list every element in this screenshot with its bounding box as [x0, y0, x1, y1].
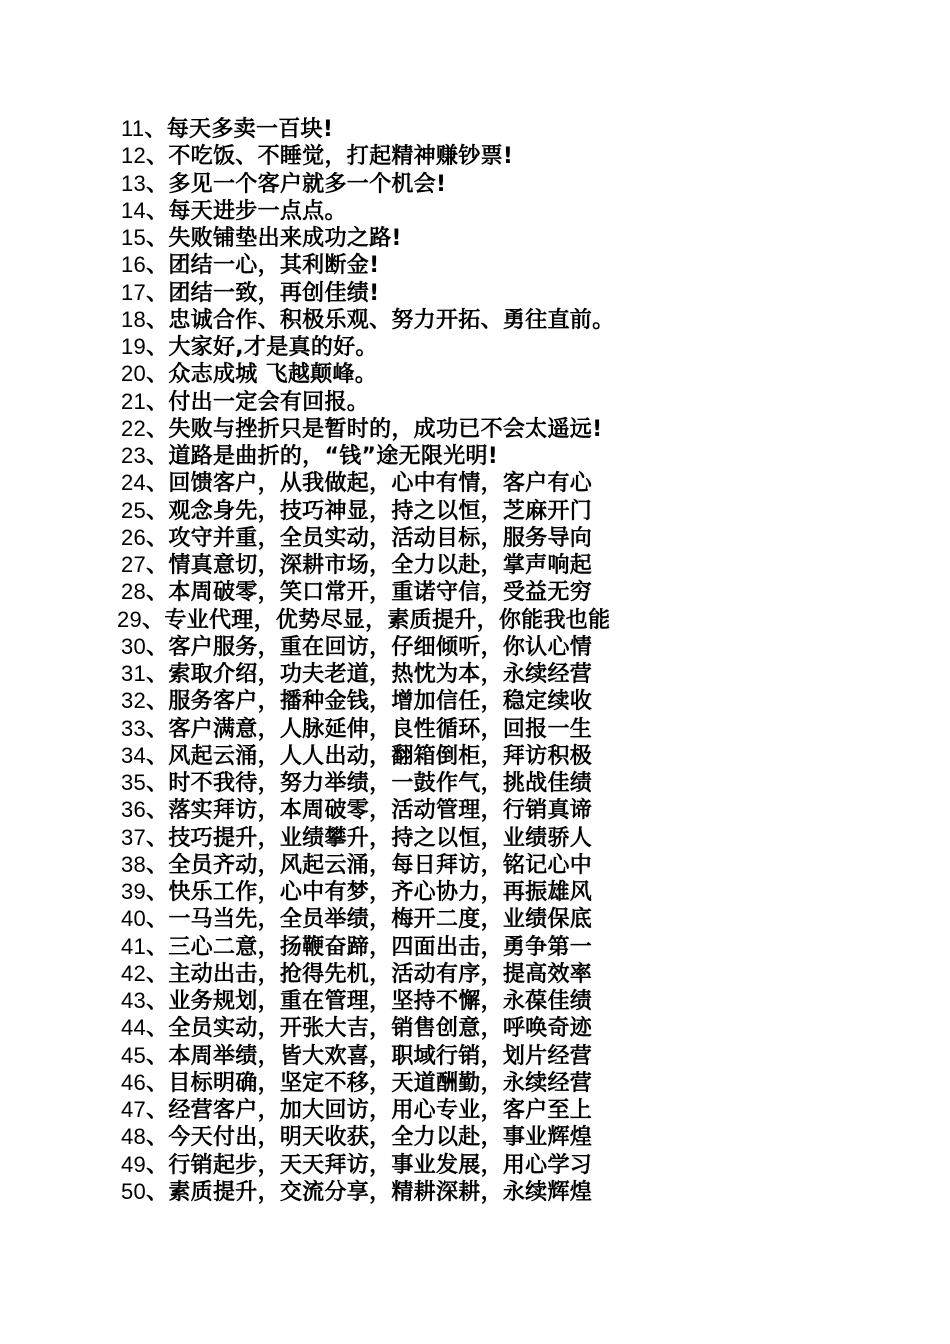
item-number: 32 — [121, 688, 147, 714]
item-number: 44 — [121, 1015, 147, 1041]
item-text: 、回馈客户，从我做起，心中有情，客户有心 — [146, 471, 593, 497]
item-text: 、客户服务，重在回访，仔细倾听，你认心情 — [146, 634, 593, 660]
item-text: 、本周破零，笑口常开，重诺守信，受益无穷 — [146, 580, 593, 606]
list-item — [121, 415, 901, 442]
list-item — [121, 1042, 901, 1069]
item-text: 、观念身先，技巧神显，持之以恒，芝麻开门 — [146, 498, 593, 524]
item-text: 、每天多卖一百块! — [144, 117, 334, 142]
item-number: 41 — [121, 933, 147, 959]
item-text: 、攻守并重，全员实动，活动目标，服务导向 — [146, 525, 593, 551]
item-number: 11 — [121, 116, 145, 141]
item-number: 12 — [121, 143, 147, 169]
item-number: 40 — [121, 906, 147, 932]
item-number: 20 — [121, 361, 147, 387]
item-text: 、失败与挫折只是暂时的，成功已不会太遥远! — [146, 416, 603, 442]
item-number: 45 — [121, 1042, 147, 1068]
item-number: 36 — [121, 797, 147, 823]
item-text: 、团结一致，再创佳绩! — [146, 280, 380, 306]
item-number: 43 — [121, 988, 147, 1013]
item-number: 27 — [121, 552, 147, 577]
list-item — [121, 1096, 901, 1123]
list-item — [121, 306, 901, 333]
list-item — [121, 469, 901, 496]
item-text: 、客户满意，人脉延伸，良性循环，回报一生 — [146, 716, 593, 742]
item-text: 、全员实动，开张大吉，销售创意，呼唤奇迹 — [146, 1016, 593, 1042]
item-text: 、时不我待，努力举绩，一鼓作气，挑战佳绩 — [146, 771, 593, 796]
list-item — [121, 960, 901, 987]
list-item — [121, 1014, 901, 1041]
item-number: 50 — [121, 1178, 147, 1204]
list-item — [121, 715, 901, 742]
item-text: 、情真意切，深耕市场，全力以赴，掌声响起 — [146, 553, 593, 578]
item-number: 49 — [121, 1151, 147, 1177]
item-text: 、技巧提升，业绩攀升，持之以恒，业绩骄人 — [146, 825, 593, 851]
item-number: 18 — [121, 306, 147, 332]
list-item — [121, 251, 901, 278]
item-number: 14 — [121, 197, 147, 223]
list-item — [121, 633, 901, 660]
list-item — [121, 687, 901, 714]
list-item — [121, 360, 901, 387]
list-item — [121, 170, 901, 197]
item-text: 、失败铺垫出来成功之路! — [146, 226, 402, 251]
item-number: 39 — [121, 879, 147, 904]
item-text: 、主动出击，抢得先机，活动有序，提高效率 — [146, 961, 593, 987]
list-item — [121, 115, 901, 142]
list-item — [121, 524, 901, 551]
list-item — [121, 578, 901, 605]
list-item — [121, 769, 901, 796]
item-text: 、团结一心，其利断金! — [146, 253, 380, 279]
item-text: 、专业代理，优势尽显，素质提升，你能我也能 — [142, 607, 611, 633]
list-item — [121, 987, 901, 1014]
item-text: 、不吃饭、不睡觉，打起精神赚钞票! — [146, 144, 514, 170]
list-item — [121, 905, 901, 932]
item-number: 19 — [121, 334, 147, 359]
item-text: 、全员齐动，风起云涌，每日拜访，铭记心中 — [146, 852, 593, 878]
list-item — [121, 933, 901, 960]
item-text: 、目标明确，坚定不移，天道酬勤，永续经营 — [146, 1070, 593, 1096]
item-number: 21 — [121, 388, 147, 414]
item-number: 22 — [121, 415, 147, 441]
item-number: 35 — [121, 770, 147, 795]
list-item — [121, 551, 901, 578]
item-number: 42 — [121, 960, 147, 986]
list-item — [121, 742, 901, 769]
item-text: 、多见一个客户就多一个机会! — [146, 171, 447, 197]
list-item — [121, 279, 901, 306]
item-text: 、快乐工作，心中有梦，齐心协力，再振雄风 — [146, 880, 593, 905]
item-text: 、业务规划，重在管理，坚持不懈，永葆佳绩 — [146, 989, 593, 1014]
item-text: 、索取介绍，功夫老道，热忱为本，永续经营 — [146, 662, 593, 687]
item-number: 30 — [121, 633, 147, 659]
item-text: 、付出一定会有回报。 — [146, 389, 370, 415]
item-number: 37 — [121, 824, 147, 850]
list-item — [121, 142, 901, 169]
item-number: 48 — [121, 1124, 147, 1150]
list-item — [121, 388, 901, 415]
item-text: 、落实拜访，本周破零，活动管理，行销真谛 — [146, 798, 593, 824]
list-item — [121, 878, 901, 905]
item-number: 23 — [121, 443, 147, 468]
list-item — [121, 224, 901, 251]
list-item — [121, 1069, 901, 1096]
item-text: 、一马当先，全员举绩，梅开二度，业绩保底 — [146, 907, 593, 933]
item-text: 、风起云涌，人人出动，翻箱倒柜，拜访积极 — [146, 743, 593, 769]
list-item — [121, 442, 901, 469]
list-item — [121, 1151, 901, 1178]
item-number: 28 — [121, 579, 147, 605]
list-item — [121, 660, 901, 687]
slogan-list — [117, 115, 901, 1205]
item-text: 、三心二意，扬鞭奋蹄，四面出击，勇争第一 — [146, 934, 593, 960]
item-number: 34 — [121, 742, 147, 768]
list-item — [121, 1178, 901, 1205]
item-number: 47 — [121, 1097, 147, 1122]
item-text: 、今天付出，明天收获，全力以赴，事业辉煌 — [146, 1125, 593, 1151]
item-number: 15 — [121, 225, 147, 250]
list-item — [121, 796, 901, 823]
item-text: 、道路是曲折的，“钱”途无限光明! — [146, 444, 499, 469]
item-number: 25 — [121, 497, 147, 523]
list-item — [121, 851, 901, 878]
item-text: 、大家好,才是真的好。 — [146, 335, 378, 360]
item-text: 、本周举绩，皆大欢喜，职域行销，划片经营 — [146, 1043, 593, 1069]
list-item — [117, 606, 901, 633]
list-item — [121, 197, 901, 224]
item-text: 、每天进步一点点。 — [146, 198, 347, 224]
item-number: 29 — [117, 606, 143, 632]
list-item — [121, 1123, 901, 1150]
item-number: 26 — [121, 524, 147, 550]
item-text: 、行销起步，天天拜访，事业发展，用心学习 — [146, 1152, 593, 1178]
item-text: 、众志成城 飞越颠峰。 — [146, 362, 378, 388]
list-item — [121, 497, 901, 524]
item-text: 、素质提升，交流分享，精耕深耕，永续辉煌 — [146, 1179, 593, 1205]
item-number: 38 — [121, 851, 147, 877]
item-number: 24 — [121, 470, 147, 496]
item-number: 33 — [121, 715, 147, 741]
item-text: 、经营客户，加大回访，用心专业，客户至上 — [146, 1098, 593, 1123]
item-number: 16 — [121, 252, 147, 278]
item-text: 、忠诚合作、积极乐观、努力开拓、勇往直前。 — [146, 307, 615, 333]
item-number: 17 — [121, 279, 147, 305]
list-item — [121, 333, 901, 360]
item-number: 31 — [121, 661, 147, 686]
item-text: 、服务客户，播种金钱，增加信任，稳定续收 — [146, 689, 593, 715]
list-item — [121, 824, 901, 851]
item-number: 46 — [121, 1069, 147, 1095]
item-number: 13 — [121, 170, 147, 196]
